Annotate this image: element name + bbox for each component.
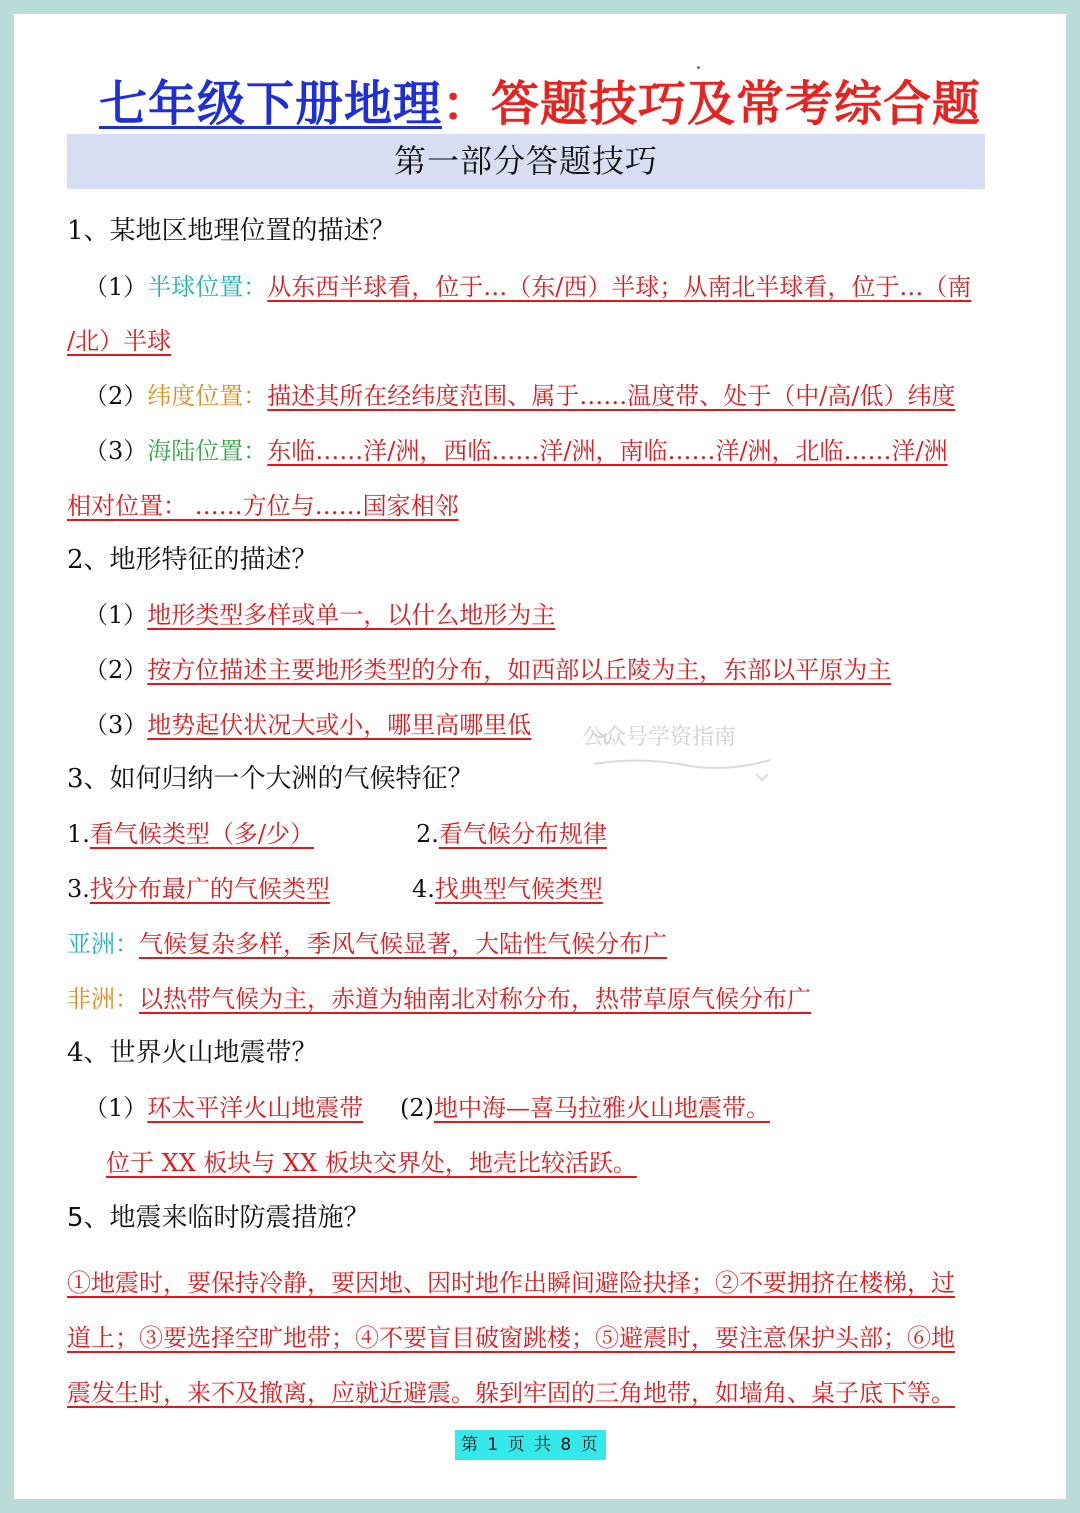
q2-item1: （1）地形类型多样或单一，以什么地形为主: [84, 601, 556, 629]
decorative-dot: [697, 66, 700, 69]
q1-item3-text: 东临……洋/洲，西临……洋/洲，南临……洋/洲，北临……洋/洲: [267, 437, 948, 465]
q5-line2: 道上；③要选择空旷地带；④不要盲目破窗跳楼；⑤避震时，要注意保护头部；⑥地: [67, 1324, 955, 1352]
q1-item1-label: 半球位置：: [147, 273, 268, 301]
q1-item2-text: 描述其所在经纬度范围、属于……温度带、处于（中/高/低）纬度: [267, 382, 956, 410]
q1-item3: [84, 435, 948, 467]
q1-item1-num: （1）: [84, 273, 148, 301]
page-number: 第 1 页 共 8 页: [455, 1430, 606, 1460]
q3-tip2: 2.看气候分布规律: [416, 820, 607, 848]
q1-item1: [84, 271, 971, 303]
q3-asia: 亚洲：气候复杂多样，季风气候显著，大陆性气候分布广: [67, 930, 667, 958]
q1-item2: [84, 380, 955, 412]
q4-heading: 4、世界火山地震带？: [67, 1038, 318, 1068]
q3-tip3: 3.找分布最广的气候类型: [67, 875, 330, 903]
q3-africa: 非洲：以热带气候为主，赤道为轴南北对称分布，热带草原气候分布广: [67, 985, 811, 1013]
q4-item1: （1）环太平洋火山地震带: [84, 1094, 364, 1122]
q1-item3-label: 海陆位置：: [147, 437, 268, 465]
title-part2: 答题技巧及常考综合题: [491, 76, 982, 132]
q1-item3-cont: 相对位置： ……方位与……国家相邻: [67, 492, 459, 520]
q1-heading: 1、某地区地理位置的描述？: [67, 216, 396, 246]
title-colon: ：: [441, 76, 491, 132]
watermark-text: 公众号学资指南: [582, 725, 737, 750]
q1-item1-cont: /北）半球: [67, 327, 172, 355]
q5-line3: 震发生时，来不及撤离，应就近避震。躲到牢固的三角地带，如墙角、桌子底下等。: [67, 1379, 955, 1407]
section-banner: 第一部分答题技巧: [67, 134, 985, 189]
q3-tip1: 1.看气候类型（多/少）: [67, 820, 314, 848]
q3-heading: 3、如何归纳一个大洲的气候特征？: [67, 764, 474, 794]
q2-item2: （2）按方位描述主要地形类型的分布，如西部以丘陵为主，东部以平原为主: [84, 656, 892, 684]
title-part1: 七年级下册地理: [98, 76, 442, 132]
q4-item2: (2)地中海—喜马拉雅火山地震带。: [400, 1094, 770, 1122]
page-title: [0, 72, 1080, 136]
q2-heading: 2、地形特征的描述？: [67, 545, 318, 575]
q1-item3-num: （3）: [84, 437, 148, 465]
q4-note: 位于 XX 板块与 XX 板块交界处，地壳比较活跃。: [106, 1149, 637, 1177]
q5-heading: 5、地震来临时防震措施？: [67, 1203, 370, 1233]
q3-tip4: 4.找典型气候类型: [412, 875, 603, 903]
q1-item2-num: （2）: [84, 382, 148, 410]
q1-item2-label: 纬度位置：: [147, 382, 268, 410]
q1-item1-text: 从东西半球看，位于…（东/西）半球；从南北半球看，位于…（南: [267, 273, 972, 301]
q2-item3: （3）地势起伏状况大或小，哪里高哪里低: [84, 711, 532, 739]
q5-line1: ①地震时，要保持冷静，要因地、因时地作出瞬间避险抉择；②不要拥挤在楼梯，过: [67, 1269, 955, 1297]
